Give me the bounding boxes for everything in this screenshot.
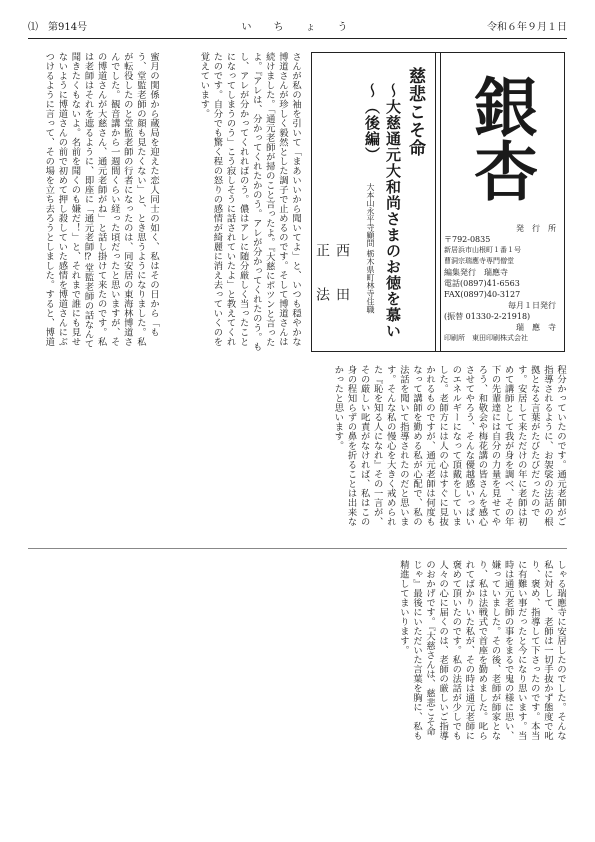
article-column-d: しゃる瑞應寺に安居したのでした。そんな私に対して、老師は一切手抜かず態度で叱り、褒め、指導して下さったのです。本当に有難い事だったと今になり思います。当時は通元老師の事をまるで鬼の様に思い、嫌っていました。その後、老師が師家となり、私は法戦式で首座を勤めました。叱られてばかりいた私が、その時は通元老師に褒めて頂いたのです。私の法話が少しでも人々の心に届くのは、老師の厳しいご指導のおかげです。『大慈さんは、慈悲こそ命じゃ』最後にいただいた言葉を胸に、私も精進してまいります。	[397, 560, 566, 741]
article-subtitle: ～大慈通元大和尚さまのお徳を慕い～（後編）	[363, 83, 402, 339]
author-name: 西 田 正 法	[314, 243, 350, 331]
issue-date: 令和６年９月１日	[487, 22, 567, 33]
author-affiliation: 大本山永平寺顧問 栃木県町林寺住職	[366, 183, 375, 314]
masthead-logo	[446, 63, 554, 213]
article-column-c: 程分かっていたのです。通元老師がご指導されるように、お袈裟の法話の根拠となる言葉がたびたびだったのです。安居して来ただけの年に老師は初めて講師として我が身を調べ、その年下の先輩達には自分の力量を見せてやろう、和敬会や梅花講の皆さんを感心させてやろう、そんな優越感いっぱいのエネルギーになって頂戴をしていました。老師方には人の心はすぐに見抜かれるものですが、通元老師は何度もなって講師を勤める私が心配で、私の法話を聞いて指導されたのだと思います。そんな私の慢心を大きく戒められた『恥を知る人になれ』その一言が、その厳しい叱責がなければ、私はこの身の程知らずの鼻を折ることは出来なかったと思います。	[332, 365, 566, 527]
organization: 曹洞宗瑞應寺専門僧堂	[444, 257, 514, 265]
article-column-b: さんが私の袖を引いて「まあいいから聞いてよ」と、いつも穏やかな博道さんが珍しく毅然とした調子で止めるのです。そして博道さんは続けました。「通元老師が掃のこと言ったよ。『大慈にポツンと言ったよ。『アレは、分かってくれたかのう。アレが分かってくれたのう。もし、アレが分かってくれればのう。儂はアレに随分厳しく当ったことになってしまうのう」こう寂しそうに話されていたよ」と教えてくれたのです。自分でも驚く程の怒りの感情が綺麗に消え去っていくのを覚えています。	[198, 52, 301, 352]
fax: FAX(0897)40-3127	[444, 290, 521, 299]
postal-code: 〒792-0835	[444, 235, 491, 244]
article-title: 慈悲こそ命	[405, 67, 425, 157]
frequency: 毎月１日発行	[508, 301, 556, 310]
page-header	[28, 18, 567, 36]
publisher-label: 発 行 所	[516, 224, 556, 233]
logo-text: 銀杏	[463, 74, 538, 202]
issue-number: ⑴ 第914号	[28, 22, 88, 33]
column-divider	[28, 548, 567, 549]
masthead	[435, 52, 565, 352]
editor: 編集発行 瑞應寺	[444, 268, 508, 277]
publisher-info	[444, 223, 556, 344]
transfer-name: 瑞 應 寺	[516, 323, 556, 332]
printer: 印刷所 東田印刷株式会社	[444, 334, 528, 342]
newsletter-title: い ち ょ う	[241, 22, 354, 33]
header-rule	[28, 38, 567, 39]
transfer-account: (振替 01330-2-21918)	[444, 312, 531, 321]
article-column-a: 蜜月の関係から蔵局を迎えた恋人同士の如く、私はその日から「もう、堂監老師の顔も見たくない」と、とき思うようになりました。私が転役したのと堂監老師の行者になったのは、同安居の東海林博道さんでした。観音講から一週間くらい経った頃だったと思いますが、その博道さんが大慈さん、通元老師がね」と話し掛けて来たのです。私は老師はそれを遮るように、即座に「通元老師⁉堂監老師の話なんて聞きたくもないよ。名前を聞くのも嫌だ！」と、それまで誰にも見せないように博道さんの前で初めて押し殺していた感情を博道さんにぶつけるように言って、その場を立ち去ろうとしました。すると、博道	[43, 52, 159, 349]
address: 新居浜市山根町１番１号	[444, 246, 521, 254]
phone: 電話(0897)41-6563	[444, 279, 520, 288]
article-title-box	[311, 52, 441, 352]
